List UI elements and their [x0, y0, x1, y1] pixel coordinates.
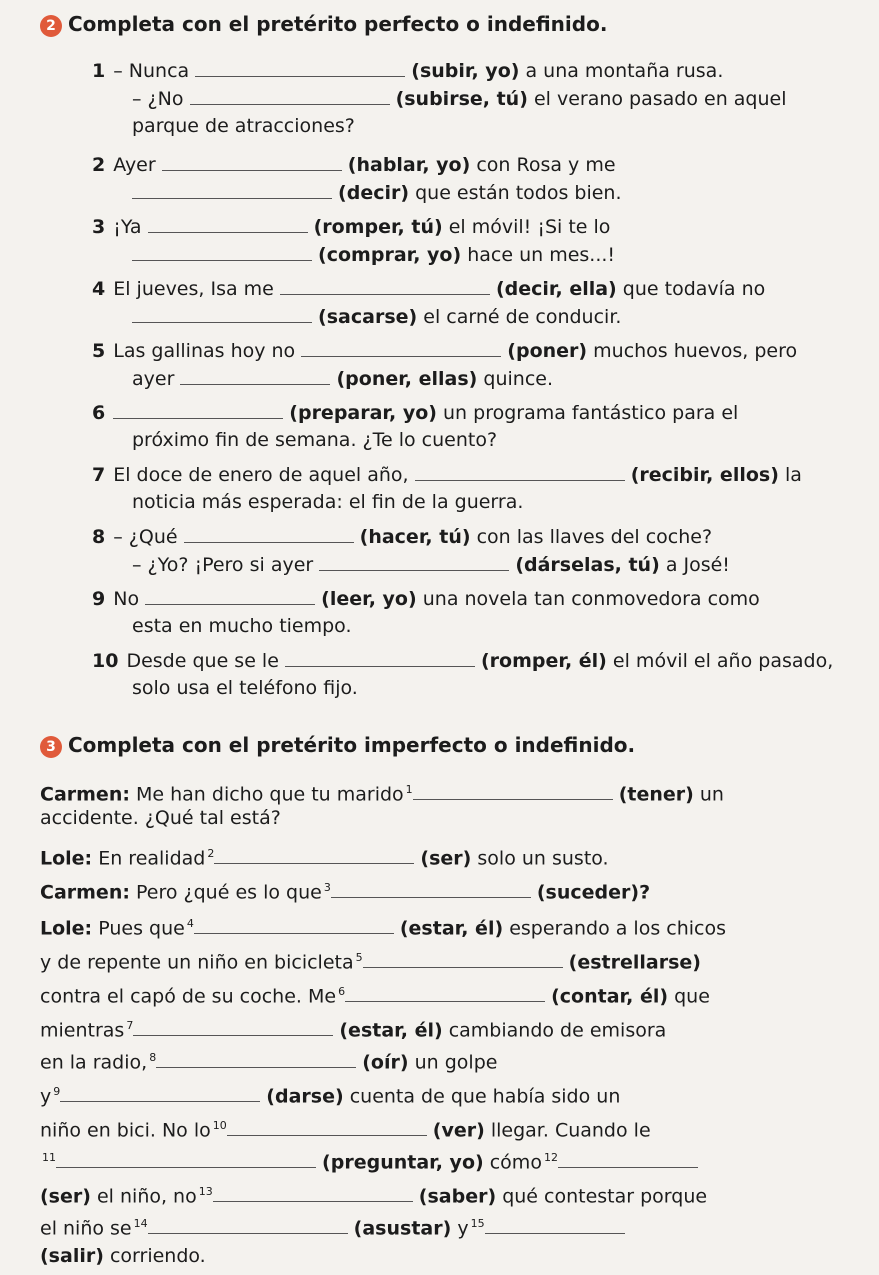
blank-number: 11	[42, 1151, 56, 1164]
verb-hint: (recibir, ellos)	[630, 464, 779, 486]
answer-blank[interactable]	[227, 1117, 427, 1136]
sentence-text: y de repente un niño en bicicleta	[40, 951, 354, 974]
sentence-text: solo un susto.	[477, 847, 609, 870]
verb-hint: (romper, él)	[480, 650, 607, 672]
answer-blank[interactable]	[363, 949, 563, 968]
exercise-line	[132, 180, 622, 205]
sentence-text: accidente. ¿Qué tal está?	[40, 807, 281, 829]
sentence-text: hace un mes...!	[467, 244, 616, 266]
sentence-text: el carné de conducir.	[423, 306, 622, 328]
blank-number: 8	[149, 1051, 157, 1064]
verb-hint: (asustar)	[353, 1217, 452, 1240]
exercise-line	[92, 462, 802, 487]
blank-number: 4	[186, 917, 194, 930]
sentence-text: el niño, no	[96, 1185, 197, 1208]
sentence-text: un	[699, 783, 724, 806]
dialogue-line	[40, 946, 701, 974]
verb-hint: (saber)	[418, 1185, 497, 1208]
sentence-text: No	[113, 588, 140, 610]
verb-hint: (poner)	[507, 340, 588, 362]
sentence-text: Ayer	[113, 154, 156, 176]
dialogue-line	[40, 1212, 625, 1240]
sentence-text: a José!	[665, 554, 730, 576]
dialogue-line	[40, 1244, 206, 1268]
answer-blank[interactable]	[132, 304, 312, 323]
verb-hint: (subirse, tú)	[395, 88, 528, 110]
speaker-name: Lole:	[40, 917, 93, 940]
blank-number: 14	[133, 1217, 148, 1230]
answer-blank[interactable]	[415, 462, 625, 481]
dialogue-line	[40, 980, 710, 1008]
blank-number: 3	[323, 881, 331, 894]
exercise-line	[132, 242, 615, 267]
sentence-text: que todavía no	[622, 278, 766, 300]
dialogue-line	[40, 842, 609, 870]
verb-hint: (subir, yo)	[411, 60, 520, 82]
sentence-text: Me han dicho que tu marido	[136, 783, 404, 806]
sentence-text: la	[784, 464, 802, 486]
exercise-line	[132, 490, 523, 514]
answer-blank[interactable]	[56, 1149, 316, 1168]
item-number: 7	[92, 464, 106, 486]
sentence-text: el niño se	[40, 1217, 132, 1240]
sentence-text: Las gallinas hoy no	[113, 340, 296, 362]
sentence-text: un golpe	[414, 1051, 498, 1074]
item-number: 10	[92, 650, 119, 672]
answer-blank[interactable]	[156, 1049, 356, 1068]
item-number: 9	[92, 588, 106, 610]
sentence-text: noticia más esperada: el fin de la guerra.	[132, 491, 524, 513]
verb-hint: (leer, yo)	[321, 588, 417, 610]
item-number: 5	[92, 340, 106, 362]
answer-blank[interactable]	[133, 1017, 333, 1036]
sentence-text: niño en bici. No lo	[40, 1119, 211, 1142]
sentence-text: Pues que	[98, 917, 185, 940]
sentence-text: con las llaves del coche?	[476, 526, 713, 548]
answer-blank[interactable]	[213, 1183, 413, 1202]
blank-number: 7	[126, 1019, 134, 1032]
blank-number: 12	[543, 1151, 558, 1164]
verb-hint: (hacer, tú)	[359, 526, 471, 548]
sentence-text: un programa fantástico para el	[443, 402, 739, 424]
exercise-line	[92, 338, 797, 363]
verb-hint: (ver)	[432, 1119, 485, 1142]
sentence-text: – ¿Yo? ¡Pero si ayer	[132, 554, 314, 576]
sentence-text: cómo	[489, 1151, 542, 1174]
sentence-text: que	[674, 985, 710, 1008]
dialogue-line	[40, 1046, 497, 1074]
sentence-text: contra el capó de su coche. Me	[40, 985, 337, 1008]
sentence-text: el verano pasado en aquel	[533, 88, 787, 110]
verb-hint: (poner, ellas)	[336, 368, 478, 390]
exercise-line	[132, 428, 497, 452]
dialogue-line	[40, 1080, 620, 1108]
answer-blank[interactable]	[60, 1083, 260, 1102]
item-number: 4	[92, 278, 106, 300]
exercise-line	[92, 58, 723, 83]
sentence-text: Pero ¿qué es lo que	[136, 881, 322, 904]
exercise-line	[92, 524, 712, 549]
dialogue-line	[40, 876, 650, 904]
verb-hint: (salir)	[40, 1245, 104, 1267]
dialogue-line	[40, 1180, 707, 1208]
answer-blank[interactable]	[301, 338, 501, 357]
sentence-text: cuenta de que había sido un	[349, 1085, 621, 1108]
exercise-line	[132, 114, 355, 138]
exercise-line	[132, 366, 553, 391]
verb-hint: (decir)	[338, 182, 410, 204]
sentence-text: esperando a los chicos	[509, 917, 727, 940]
verb-hint: (ser)	[420, 847, 472, 870]
sentence-text: qué contestar porque	[502, 1185, 708, 1208]
exercise-line	[132, 676, 358, 700]
answer-blank[interactable]	[194, 915, 394, 934]
exercise-line	[92, 400, 738, 425]
answer-blank[interactable]	[280, 276, 490, 295]
sentence-text: ayer	[132, 368, 175, 390]
sentence-text: el móvil el año pasado,	[612, 650, 834, 672]
item-number: 2	[92, 154, 106, 176]
exercise-line	[132, 86, 787, 111]
verb-hint: (ser)	[40, 1185, 91, 1208]
answer-blank[interactable]	[190, 86, 390, 105]
item-number: 3	[92, 216, 106, 238]
blank-number: 15	[470, 1217, 485, 1230]
answer-blank[interactable]	[184, 524, 354, 543]
item-number: 1	[92, 60, 106, 82]
dialogue-line	[40, 806, 281, 830]
verb-hint: (tener)	[618, 783, 694, 806]
blank-number: 13	[198, 1185, 213, 1198]
verb-hint: (comprar, yo)	[318, 244, 462, 266]
speaker-name: Lole:	[40, 847, 93, 870]
sentence-text: muchos huevos, pero	[593, 340, 798, 362]
verb-hint: (estar, él)	[339, 1019, 443, 1042]
sentence-text: – Nunca	[113, 60, 190, 82]
blank-number: 9	[53, 1085, 61, 1098]
answer-blank[interactable]	[331, 879, 531, 898]
item-number: 6	[92, 402, 106, 424]
blank-number: 5	[355, 951, 363, 964]
verb-hint: (dárselas, tú)	[515, 554, 660, 576]
blank-number: 1	[405, 783, 413, 796]
dialogue-line	[40, 778, 724, 806]
exercise-number-badge: 3	[40, 736, 62, 758]
verb-hint: (preparar, yo)	[289, 402, 437, 424]
dialogue-line	[40, 1014, 666, 1042]
exercise-number-badge: 2	[40, 15, 62, 37]
verb-hint: (estrellarse)	[568, 951, 701, 974]
blank-number: 6	[338, 985, 346, 998]
exercise-line	[92, 276, 765, 301]
sentence-text: – ¿No	[132, 88, 184, 110]
sentence-text: ¡Ya	[113, 216, 142, 238]
answer-blank[interactable]	[345, 983, 545, 1002]
sentence-text: El doce de enero de aquel año,	[113, 464, 409, 486]
answer-blank[interactable]	[145, 586, 315, 605]
answer-blank[interactable]	[214, 845, 414, 864]
answer-blank[interactable]	[180, 366, 330, 385]
sentence-text: con Rosa y me	[476, 154, 616, 176]
answer-blank[interactable]	[413, 781, 613, 800]
exercise-line	[92, 586, 760, 611]
answer-blank[interactable]	[113, 400, 283, 419]
sentence-text: que están todos bien.	[415, 182, 622, 204]
sentence-text: cambiando de emisora	[448, 1019, 667, 1042]
answer-blank[interactable]	[162, 152, 342, 171]
sentence-text: En realidad	[98, 847, 206, 870]
answer-blank[interactable]	[319, 552, 509, 571]
sentence-text: mientras	[40, 1019, 125, 1042]
exercise-line	[132, 552, 730, 577]
answer-blank[interactable]	[485, 1215, 625, 1234]
speaker-name: Carmen:	[40, 881, 130, 904]
sentence-text: el móvil! ¡Si te lo	[448, 216, 611, 238]
blank-number: 10	[212, 1119, 227, 1132]
answer-blank[interactable]	[132, 242, 312, 261]
exercise-line	[92, 648, 833, 673]
sentence-text: y	[457, 1217, 469, 1240]
verb-hint: (suceder)?	[536, 881, 651, 904]
dialogue-line	[40, 1146, 698, 1174]
sentence-text: una novela tan conmovedora como	[422, 588, 760, 610]
sentence-text: próximo fin de semana. ¿Te lo cuento?	[132, 429, 498, 451]
answer-blank[interactable]	[148, 214, 308, 233]
speaker-name: Carmen:	[40, 783, 130, 806]
exercise-line	[92, 214, 610, 239]
exercise-line	[132, 614, 352, 638]
sentence-text: llegar. Cuando le	[490, 1119, 651, 1142]
exercise-line	[132, 304, 621, 329]
verb-hint: (darse)	[266, 1085, 344, 1108]
dialogue-line	[40, 912, 726, 940]
answer-blank[interactable]	[148, 1215, 348, 1234]
sentence-text: esta en mucho tiempo.	[132, 615, 352, 637]
verb-hint: (preguntar, yo)	[322, 1151, 484, 1174]
sentence-text: en la radio,	[40, 1051, 148, 1074]
exercise-2-title	[40, 12, 607, 37]
blank-number: 2	[207, 847, 215, 860]
answer-blank[interactable]	[558, 1149, 698, 1168]
sentence-text: El jueves, Isa me	[113, 278, 274, 300]
exercise-3-title	[40, 733, 635, 758]
verb-hint: (hablar, yo)	[347, 154, 471, 176]
answer-blank[interactable]	[285, 648, 475, 667]
sentence-text: y	[40, 1085, 52, 1108]
exercise-title-text: Completa con el pretérito perfecto o indefinido.	[68, 12, 608, 36]
sentence-text: quince.	[483, 368, 554, 390]
answer-blank[interactable]	[132, 180, 332, 199]
sentence-text: solo usa el teléfono fijo.	[132, 677, 358, 699]
sentence-text: corriendo.	[109, 1245, 206, 1267]
exercise-title-text: Completa con el pretérito imperfecto o indefinido.	[68, 733, 636, 757]
verb-hint: (contar, él)	[551, 985, 669, 1008]
answer-blank[interactable]	[195, 58, 405, 77]
verb-hint: (romper, tú)	[313, 216, 443, 238]
verb-hint: (sacarse)	[318, 306, 418, 328]
verb-hint: (estar, él)	[399, 917, 504, 940]
sentence-text: Desde que se le	[126, 650, 279, 672]
sentence-text: a una montaña rusa.	[525, 60, 724, 82]
item-number: 8	[92, 526, 106, 548]
dialogue-line	[40, 1114, 651, 1142]
exercise-line	[92, 152, 616, 177]
verb-hint: (oír)	[362, 1051, 409, 1074]
verb-hint: (decir, ella)	[495, 278, 617, 300]
sentence-text: parque de atracciones?	[132, 115, 355, 137]
sentence-text: – ¿Qué	[113, 526, 178, 548]
